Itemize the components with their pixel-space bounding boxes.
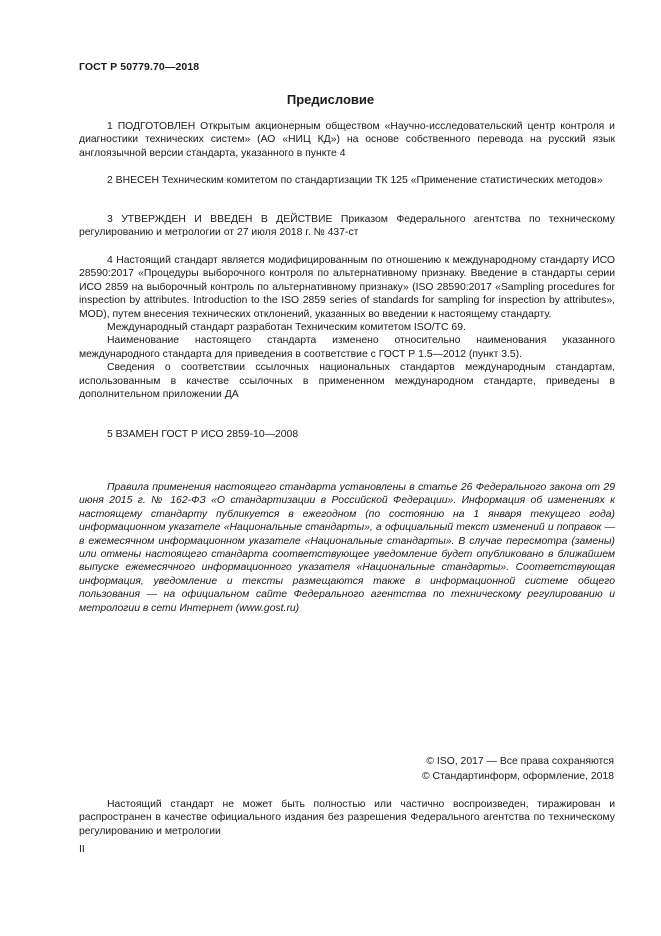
copyright-standartinform: © Стандартинформ, оформление, 2018 xyxy=(421,771,614,782)
section-3-text: 3 УТВЕРЖДЕН И ВВЕДЕН В ДЕЙСТВИЕ Приказом Федерального агентства по техническому регулированию и метрологии от 27 июля 2018 г. № 437-ст xyxy=(79,214,615,239)
section-4-tc-note: Международный стандарт разработан Техническим комитетом ISO/TC 69. xyxy=(107,322,466,334)
section-2-text: 2 ВНЕСЕН Техническим комитетом по стандартизации ТК 125 «Применение статистических методов» xyxy=(107,175,603,186)
section-3 xyxy=(79,213,615,240)
section-4-name-note: Наименование настоящего стандарта изменено относительно наименования указанного международного стандарта для приведения в соответствие с ГОСТ Р 1.5—2012 (пункт 3.5). xyxy=(79,335,615,360)
section-2 xyxy=(79,174,615,187)
copyright-iso: © ISO, 2017 — Все права сохраняются xyxy=(426,756,614,767)
reproduction-notice: Настоящий стандарт не может быть полностью или частично воспроизведен, тиражирован и распространен в качестве официального издания без разрешения Федерального агентства по техническому регулированию и метрологии xyxy=(79,799,615,837)
section-5-text: 5 ВЗАМЕН ГОСТ Р ИСО 2859-10—2008 xyxy=(107,429,299,440)
section-4-references-note: Сведения о соответствии ссылочных национальных стандартов международным стандартам, использованным в качестве ссылочных в примененном международном стандарте, приведены в дополнительном приложении ДА xyxy=(79,362,615,401)
page-number: II xyxy=(79,844,85,855)
rules-note: Правила применения настоящего стандарта установлены в статье 26 Федерального закона от 29 июня 2015 г. № 162-ФЗ «О стандартизации в Российской Федерации». Информация об изменениях к настоящему стандарту публикуется в ежегодном (по состоянию на 1 января текущего года) информационном указателе «Национальные стандарты», а официальный текст изменений и поправок — в ежемесячном информационном указателе «Национальные стандарты». В случае пересмотра (замены) или отмены настоящего стандарта соответствующее уведомление будет опубликовано в ближайшем выпуске ежемесячного информационного указателя «Национальные стандарты». Соответствующая информация, уведомление и тексты размещаются также в информационной системе общего пользования — на официальном сайте Федерального агентства по техническому регулированию и метрологии в сети Интернет (www.gost.ru) xyxy=(79,482,615,614)
section-1-text: 1 ПОДГОТОВЛЕН Открытым акционерным обществом «Научно-исследовательский центр контроля и диагностики технических систем» (АО «НИЦ КД») на основе собственного перевода на русский язык англоязычной версии стандарта, указанного в пункте 4 xyxy=(79,121,615,159)
section-4-text: 4 Настоящий стандарт является модифицированным по отношению к международному стандарту ИСО 28590:2017 «Процедуры выборочного контроля по альтернативному признаку. Введение в стандарты серии ИСО 2859 на выборочный контроль по альтернативному признаку» (ISO 28590:2017 «Sampling procedures for inspection by attributes. Introduction to the ISO 2859 series of standards for sampling for inspection by attributes», MOD), путем внесения технических отклонений, указанных во введении к настоящему стандарту. xyxy=(79,255,615,320)
page-title: Предисловие xyxy=(286,92,375,107)
section-4 xyxy=(79,254,615,401)
section-5 xyxy=(79,428,615,441)
section-1 xyxy=(79,120,615,160)
document-header: ГОСТ Р 50779.70—2018 xyxy=(79,61,200,73)
